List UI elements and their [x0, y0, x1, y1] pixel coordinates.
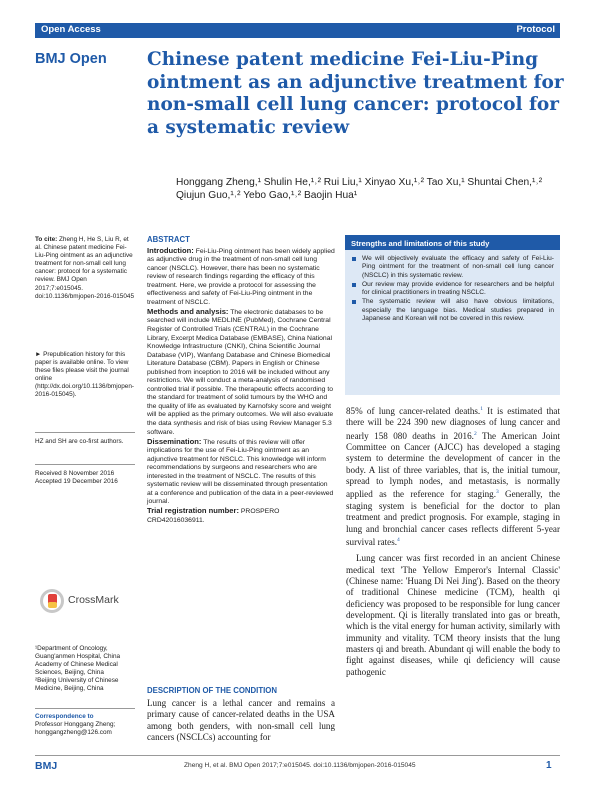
abstract-trial-registration	[147, 507, 335, 525]
trial-text: PROSPERO CRD42016036911.	[147, 508, 280, 524]
abstract-heading: ABSTRACT	[147, 235, 190, 244]
strengths-heading: Strengths and limitations of this study	[345, 235, 560, 250]
reference-link[interactable]: 4	[397, 536, 400, 543]
list-item: The systematic review will also have obvious limitations, especially the language bias. Medical studies prepared in Japanese and Korean will not be covered in this review.	[352, 298, 554, 323]
contribution-note: HZ and SH are co-first authors.	[35, 438, 124, 445]
author-line-1: Honggang Zheng,¹ Shulin He,¹˒² Rui Liu,¹ Xinyao Xu,¹˒² Tao Xu,¹ Shuntai Chen,¹˒²	[176, 177, 543, 188]
correspondence-email[interactable]: honggangzheng@126.com	[35, 729, 112, 737]
affiliation-1: ¹Department of Oncology, Guang'anmen Hospital, China Academy of Chinese Medical Sciences, Beijing, China	[35, 645, 121, 677]
correspondence-label: Correspondence to	[35, 713, 94, 720]
footer-citation: Zheng H, et al. BMJ Open 2017;7:e015045. doi:10.1136/bmjopen-2016-015045	[184, 762, 416, 769]
abstract-dissemination	[147, 438, 335, 507]
strengths-list	[345, 250, 560, 323]
trial-label: Trial registration number:	[147, 506, 239, 516]
cite-label: To cite:	[35, 236, 58, 243]
paragraph: 85% of lung cancer-related deaths.$^1$ It is estimated that there will be 224 390 new diagnoses of lung cancer and nearly 158 080 deaths in 2016.$^2$ The American Joint Committee on Cancer (AJCC) has developed a staging system to determine the development of cancer in the body. A list of three variables, that is, the initial tumour, spread to lymph nodes, and metastasis, is normally applied as the reference for staging.$^3$ Generally, the staging system is beneficial for the doctor to plan treatment and predict prognosis. For example, staging in lung and bronchial cancer cases reflects different 5-year survival rates.$^4$	[346, 406, 560, 547]
abstract-methods	[147, 308, 335, 437]
dissemination-text: The results of this review will offer implications for the use of Fei-Liu-Ping ointment as an adjunctive treatment for NSCLC. This knowledge will inform recommendations by surgeons and researchers who are interested in the treatment of NSCLC. The results of this systematic review will be disseminated through presentation at a conference and publication of the data in a peer-reviewed journal.	[147, 438, 334, 506]
open-access-label: Open Access	[41, 24, 101, 35]
reference-link[interactable]: 3	[495, 489, 499, 496]
methods-label: Methods and analysis:	[147, 306, 229, 316]
section-heading-condition: DESCRIPTION OF THE CONDITION	[147, 686, 277, 695]
prepublication-note: ► Prepublication history for this paper is available online. To view these files please visit the journal online (http://dx.doi.org/10.1136/bmjopen-2016-015045).	[35, 351, 134, 399]
accepted-date: Accepted 19 December 2016	[35, 478, 118, 486]
abstract-introduction	[147, 247, 335, 308]
list-item: We will objectively evaluate the efficacy and safety of Fei-Liu-Ping ointment for the treatment of non-small cell lung cancer (NSCLC) in this systematic review.	[352, 255, 554, 280]
reference-link[interactable]: 1	[480, 406, 483, 412]
article-dates	[35, 470, 135, 486]
received-date: Received 8 November 2016	[35, 470, 115, 477]
square-bullet-icon	[352, 300, 356, 304]
footer-logo: BMJ	[35, 760, 58, 772]
author-list	[176, 176, 561, 202]
crossmark-badge[interactable]	[40, 587, 135, 617]
list-item: Our review may provide evidence for researchers and be helpful for clinical practitioners in treating NSCLC.	[352, 281, 554, 298]
strengths-limitations-box	[345, 235, 560, 395]
page-number: 1	[546, 760, 552, 771]
citation-block	[35, 236, 135, 301]
correspondence-name: Professor Honggang Zheng;	[35, 721, 116, 729]
author-line-2: Qiujun Guo,¹˒² Yebo Gao,¹˒² Baojin Hua¹	[176, 190, 358, 201]
body-text-right	[346, 404, 560, 683]
body-text-left: Lung cancer is a lethal cancer and remains a primary cause of cancer-related deaths in the USA among both genders, with non-small cell lung cancers (NSCLCs) accounting for	[147, 698, 335, 743]
affiliations	[35, 645, 135, 694]
article-title: Chinese patent medicine Fei-Liu-Ping ointment as an adjunctive treatment for non-small cell lung cancer: protocol for a systematic review	[147, 49, 564, 138]
affiliation-2: ²Beijing University of Chinese Medicine, Beijing, China	[35, 677, 119, 693]
paragraph: Lung cancer was first recorded in an ancient Chinese medical text 'The Yellow Emperor's Internal Classic' (Chinese name: 'Huang Di Nei Jing'). Based on the theory of traditional Chinese medicine (TCM), health qi deficiency was proposed to be responsible for lung cancer development. Qi is literally translated into gas or breath, which is the vital energy for human activity, similarly with immunity and vitality. TCM theory insists that the lung masters qi and breath. Abundant qi will enable the body to fight against diseases, while qi deficiency will cause pathogenic	[346, 553, 560, 677]
square-bullet-icon	[352, 257, 356, 261]
reference-link[interactable]: 2	[473, 430, 477, 437]
intro-text: Fei-Liu-Ping ointment has been widely applied as adjunctive drug in the treatment of non-small cell lung cancer (NSCLC). However, there has been no systematic review of research findings regarding the efficacy of this treatment. Here, we provide a protocol for assessing the effectiveness and safety of Fei-Liu-Ping ointment in the treatment of NSCLC.	[147, 247, 335, 306]
abstract	[147, 236, 335, 526]
journal-logo: BMJ Open	[35, 51, 107, 67]
crossmark-label: CrossMark	[68, 594, 119, 606]
footer-divider	[35, 755, 560, 756]
methods-text: The electronic databases to be searched will include MEDLINE (PubMed), Cochrane Central Register of Controlled Trials (CENTRAL) in the Cochrane Library, Excerpt Medica Database (EMBASE), China National Knowledge Infrastructure (CNKI), China Scientific Journal Database (VIP), Wanfang Database and Chinese Biomedical Literature Database (CBM). Papers in English or Chinese published from inception to 2016 will be included without any restrictions. We will conduct a meta-analysis of randomised controlled trial if possible. The therapeutic effects according to the standard for treatment of solid tumours by the WHO and the quality of life as evaluated by Karnofsky score and weight will be applied as the primary outcomes. We will also evaluate the data synthesis and risk of bias using Review Manager 5.3 software.	[147, 308, 334, 436]
cite-text: Zheng H, He S, Liu R, et al. Chinese patent medicine Fei-Liu-Ping ointment as an adjunctive treatment for non-small cell lung cancer: protocol for a systematic review. BMJ Open 2017;7:e015045. doi:10.1136/bmjopen-2016-015045	[35, 236, 135, 300]
article-type-label: Protocol	[516, 24, 555, 35]
correspondence	[35, 713, 135, 737]
dissemination-label: Dissemination:	[147, 436, 202, 446]
square-bullet-icon	[352, 283, 356, 287]
intro-label: Introduction:	[147, 245, 194, 255]
crossmark-icon	[40, 589, 64, 613]
journal-header-bar	[35, 23, 560, 38]
